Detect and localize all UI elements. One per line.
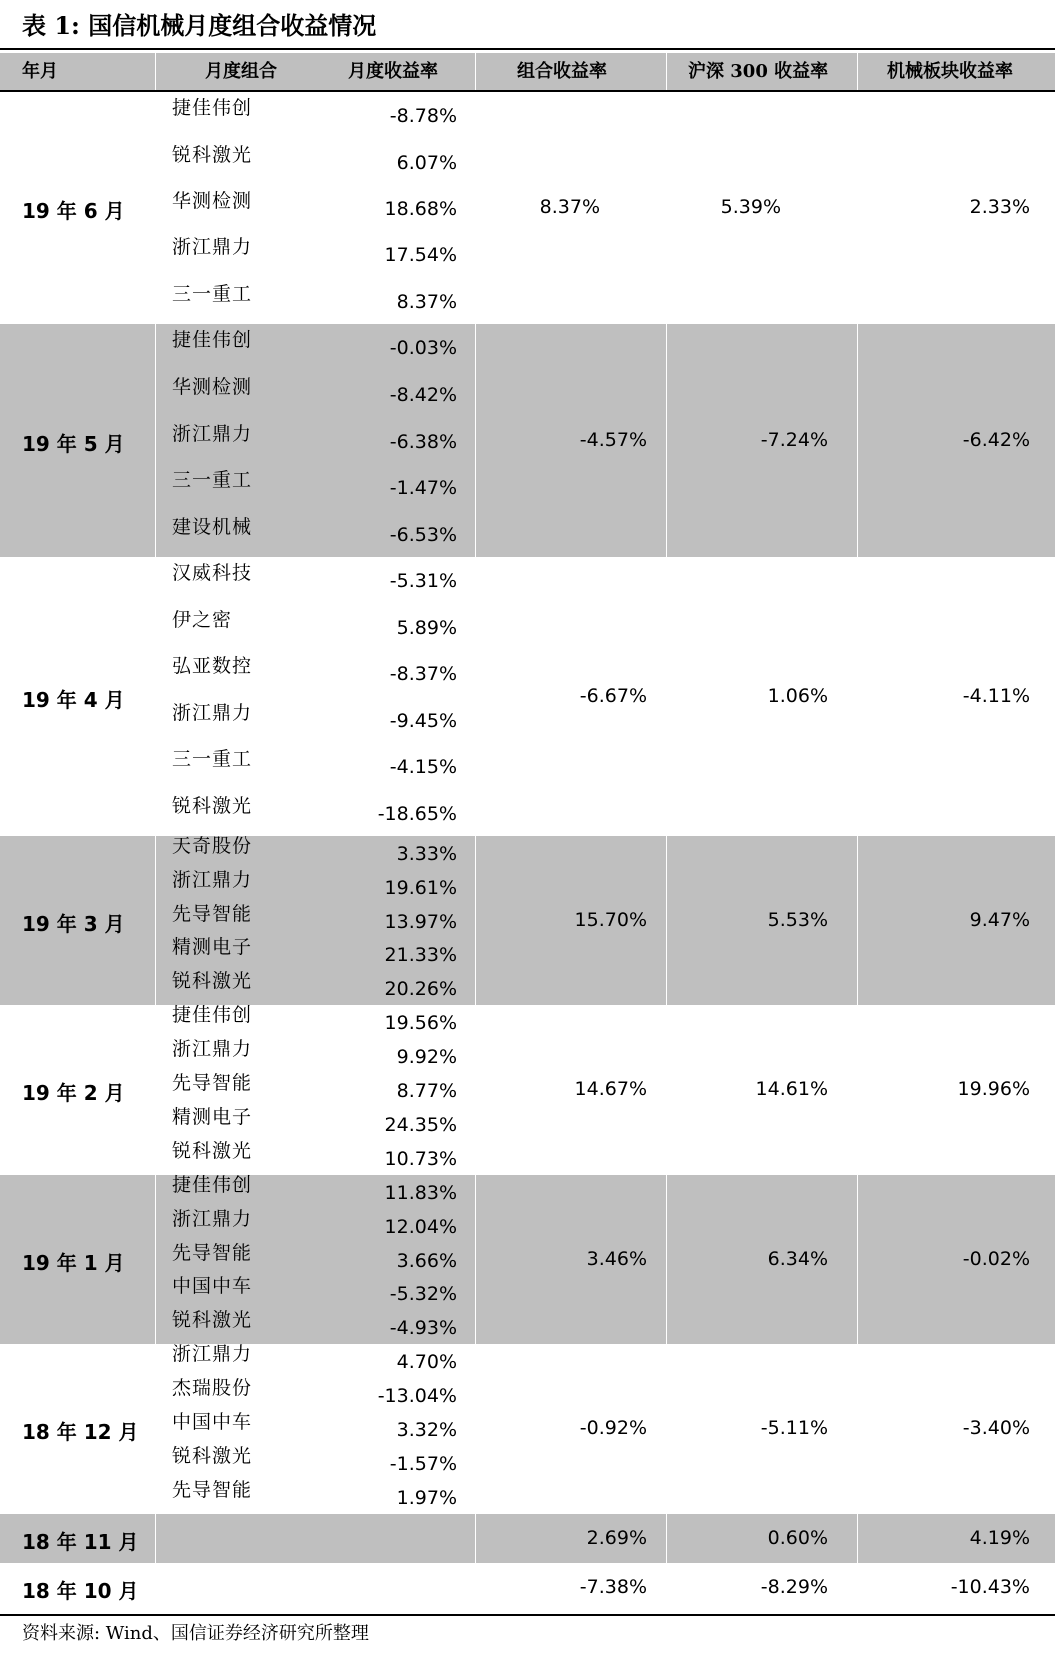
header-portfolio-return: 组合收益率 bbox=[517, 61, 607, 82]
month-group bbox=[0, 324, 1055, 557]
stock-name: 锐科激光 bbox=[172, 794, 253, 817]
column-divider bbox=[155, 324, 156, 557]
stock-monthly-return: -0.03% bbox=[389, 337, 457, 360]
stock-monthly-return: 10.73% bbox=[384, 1148, 457, 1170]
month-group bbox=[0, 836, 1055, 1005]
column-divider bbox=[857, 836, 858, 1005]
stock-name: 捷佳伟创 bbox=[172, 1004, 253, 1026]
machinery-return: -10.43% bbox=[950, 1575, 1030, 1598]
stock-monthly-return: 4.70% bbox=[396, 1351, 457, 1373]
machinery-return: -0.02% bbox=[962, 1247, 1030, 1270]
column-divider bbox=[666, 1175, 667, 1344]
stock-monthly-return: 21.33% bbox=[384, 944, 457, 967]
stock-name: 锐科激光 bbox=[172, 143, 253, 166]
stock-monthly-return: -1.47% bbox=[389, 477, 457, 500]
column-divider bbox=[475, 1175, 476, 1344]
month-label: 19 年 5 月 bbox=[22, 431, 125, 456]
header-month: 年月 bbox=[22, 61, 58, 82]
hs300-return: 5.53% bbox=[767, 908, 828, 931]
stock-monthly-return: -4.93% bbox=[389, 1317, 457, 1340]
stock-name: 先导智能 bbox=[172, 902, 253, 925]
stock-monthly-return: 3.32% bbox=[396, 1419, 457, 1441]
column-divider bbox=[155, 1175, 156, 1344]
stock-monthly-return: 17.54% bbox=[384, 244, 457, 267]
hs300-return: 5.39% bbox=[720, 196, 781, 218]
stock-name: 捷佳伟创 bbox=[172, 97, 253, 120]
month-group bbox=[0, 1563, 1055, 1612]
stock-name: 三一重工 bbox=[172, 469, 253, 492]
stock-monthly-return: 24.35% bbox=[384, 1114, 457, 1136]
stock-monthly-return: -1.57% bbox=[389, 1453, 457, 1475]
month-group bbox=[0, 1005, 1055, 1175]
stock-name: 先导智能 bbox=[172, 1241, 253, 1264]
machinery-return: 2.33% bbox=[969, 196, 1030, 218]
header-machinery-return: 机械板块收益率 bbox=[887, 61, 1013, 82]
stock-name: 浙江鼎力 bbox=[172, 1038, 253, 1060]
stock-name: 汉威科技 bbox=[172, 562, 253, 585]
stock-monthly-return: 6.07% bbox=[396, 151, 457, 174]
month-group bbox=[0, 557, 1055, 836]
month-group bbox=[0, 92, 1055, 324]
hs300-return: 0.60% bbox=[767, 1526, 828, 1549]
stock-monthly-return: -5.32% bbox=[389, 1283, 457, 1306]
column-divider bbox=[475, 836, 476, 1005]
portfolio-return: 2.69% bbox=[586, 1526, 647, 1549]
hs300-return: -5.11% bbox=[760, 1417, 828, 1439]
stock-name: 中国中车 bbox=[172, 1411, 253, 1433]
machinery-return: -6.42% bbox=[962, 428, 1030, 451]
stock-monthly-return: -9.45% bbox=[389, 709, 457, 732]
header-divider bbox=[155, 53, 156, 90]
hs300-return: 6.34% bbox=[767, 1247, 828, 1270]
stock-name: 华测检测 bbox=[172, 375, 253, 398]
stock-name: 浙江鼎力 bbox=[172, 1343, 253, 1365]
stock-name: 精测电子 bbox=[172, 1106, 253, 1128]
portfolio-return: 8.37% bbox=[539, 196, 600, 218]
stock-name: 弘亚数控 bbox=[172, 655, 253, 678]
stock-monthly-return: 18.68% bbox=[384, 198, 457, 220]
hs300-return: -8.29% bbox=[760, 1575, 828, 1598]
stock-name: 锐科激光 bbox=[172, 970, 253, 993]
stock-monthly-return: -6.38% bbox=[389, 430, 457, 453]
month-label: 19 年 4 月 bbox=[22, 687, 125, 712]
hs300-return: -7.24% bbox=[760, 428, 828, 451]
portfolio-return: 14.67% bbox=[574, 1078, 647, 1100]
stock-monthly-return: -8.42% bbox=[389, 383, 457, 406]
column-divider bbox=[666, 1514, 667, 1563]
portfolio-return: 3.46% bbox=[586, 1247, 647, 1270]
header-divider bbox=[475, 53, 476, 90]
stock-name: 捷佳伟创 bbox=[172, 329, 253, 352]
stock-name: 伊之密 bbox=[172, 608, 233, 631]
source-note: 资料来源: Wind、国信证券经济研究所整理 bbox=[22, 1623, 369, 1644]
machinery-return: -4.11% bbox=[962, 684, 1030, 707]
stock-monthly-return: -13.04% bbox=[377, 1385, 457, 1407]
stock-monthly-return: 3.66% bbox=[396, 1249, 457, 1272]
portfolio-return: -0.92% bbox=[579, 1417, 647, 1439]
month-label: 18 年 11 月 bbox=[22, 1529, 139, 1554]
stock-name: 三一重工 bbox=[172, 748, 253, 771]
column-divider bbox=[857, 1175, 858, 1344]
stock-name: 浙江鼎力 bbox=[172, 868, 253, 891]
stock-monthly-return: -18.65% bbox=[377, 802, 457, 825]
machinery-return: 19.96% bbox=[957, 1078, 1030, 1100]
stock-monthly-return: 3.33% bbox=[396, 842, 457, 865]
portfolio-return: -6.67% bbox=[579, 684, 647, 707]
table-header bbox=[0, 53, 1055, 92]
hs300-return: 14.61% bbox=[755, 1078, 828, 1100]
stock-name: 先导智能 bbox=[172, 1072, 253, 1094]
stock-monthly-return: 19.61% bbox=[384, 876, 457, 899]
header-hs300-return: 沪深 300 收益率 bbox=[688, 61, 829, 82]
hs300-return: 1.06% bbox=[767, 684, 828, 707]
portfolio-return: -4.57% bbox=[579, 428, 647, 451]
stock-monthly-return: 13.97% bbox=[384, 910, 457, 933]
column-divider bbox=[475, 324, 476, 557]
stock-monthly-return: 8.77% bbox=[396, 1080, 457, 1102]
stock-monthly-return: 9.92% bbox=[396, 1046, 457, 1068]
stock-name: 中国中车 bbox=[172, 1275, 253, 1298]
stock-name: 精测电子 bbox=[172, 936, 253, 959]
stock-name: 浙江鼎力 bbox=[172, 422, 253, 445]
stock-name: 先导智能 bbox=[172, 1479, 253, 1501]
footer-rule bbox=[0, 1614, 1055, 1616]
stock-monthly-return: 5.89% bbox=[396, 616, 457, 639]
column-divider bbox=[155, 836, 156, 1005]
header-divider bbox=[857, 53, 858, 90]
column-divider bbox=[475, 1514, 476, 1563]
stock-name: 华测检测 bbox=[172, 190, 253, 212]
stock-name: 建设机械 bbox=[172, 515, 253, 538]
column-divider bbox=[666, 324, 667, 557]
stock-name: 锐科激光 bbox=[172, 1445, 253, 1467]
stock-name: 浙江鼎力 bbox=[172, 236, 253, 259]
stock-name: 天奇股份 bbox=[172, 834, 253, 857]
machinery-return: 9.47% bbox=[969, 908, 1030, 931]
stock-monthly-return: 8.37% bbox=[396, 290, 457, 313]
month-label: 19 年 1 月 bbox=[22, 1250, 125, 1275]
month-group bbox=[0, 1344, 1055, 1514]
column-divider bbox=[857, 324, 858, 557]
month-group bbox=[0, 1175, 1055, 1344]
column-divider bbox=[155, 1514, 156, 1563]
title-rule bbox=[0, 48, 1055, 50]
stock-name: 三一重工 bbox=[172, 282, 253, 305]
stock-name: 捷佳伟创 bbox=[172, 1173, 253, 1196]
month-group bbox=[0, 1514, 1055, 1563]
machinery-return: -3.40% bbox=[962, 1417, 1030, 1439]
stock-monthly-return: -6.53% bbox=[389, 523, 457, 546]
stock-monthly-return: 1.97% bbox=[396, 1487, 457, 1509]
month-label: 19 年 6 月 bbox=[22, 199, 125, 223]
portfolio-return: 15.70% bbox=[574, 908, 647, 931]
table-title: 表 1: 国信机械月度组合收益情况 bbox=[22, 11, 377, 40]
header-monthly-return: 月度收益率 bbox=[348, 61, 438, 82]
stock-name: 锐科激光 bbox=[172, 1309, 253, 1332]
header-portfolio-stocks: 月度组合 bbox=[205, 61, 277, 82]
stock-monthly-return: 12.04% bbox=[384, 1215, 457, 1238]
stock-monthly-return: -8.78% bbox=[389, 105, 457, 128]
month-label: 19 年 2 月 bbox=[22, 1081, 125, 1105]
month-label: 18 年 10 月 bbox=[22, 1578, 139, 1603]
column-divider bbox=[666, 836, 667, 1005]
stock-name: 锐科激光 bbox=[172, 1140, 253, 1162]
stock-monthly-return: -5.31% bbox=[389, 570, 457, 593]
portfolio-return: -7.38% bbox=[579, 1575, 647, 1598]
stock-name: 浙江鼎力 bbox=[172, 701, 253, 724]
month-label: 19 年 3 月 bbox=[22, 911, 125, 936]
stock-monthly-return: -8.37% bbox=[389, 663, 457, 686]
header-divider bbox=[666, 53, 667, 90]
stock-monthly-return: 11.83% bbox=[384, 1181, 457, 1204]
stock-monthly-return: 19.56% bbox=[384, 1012, 457, 1034]
stock-name: 杰瑞股份 bbox=[172, 1377, 253, 1399]
month-label: 18 年 12 月 bbox=[22, 1420, 139, 1444]
stock-monthly-return: -4.15% bbox=[389, 756, 457, 779]
machinery-return: 4.19% bbox=[969, 1526, 1030, 1549]
stock-monthly-return: 20.26% bbox=[384, 978, 457, 1001]
stock-name: 浙江鼎力 bbox=[172, 1207, 253, 1230]
column-divider bbox=[857, 1514, 858, 1563]
